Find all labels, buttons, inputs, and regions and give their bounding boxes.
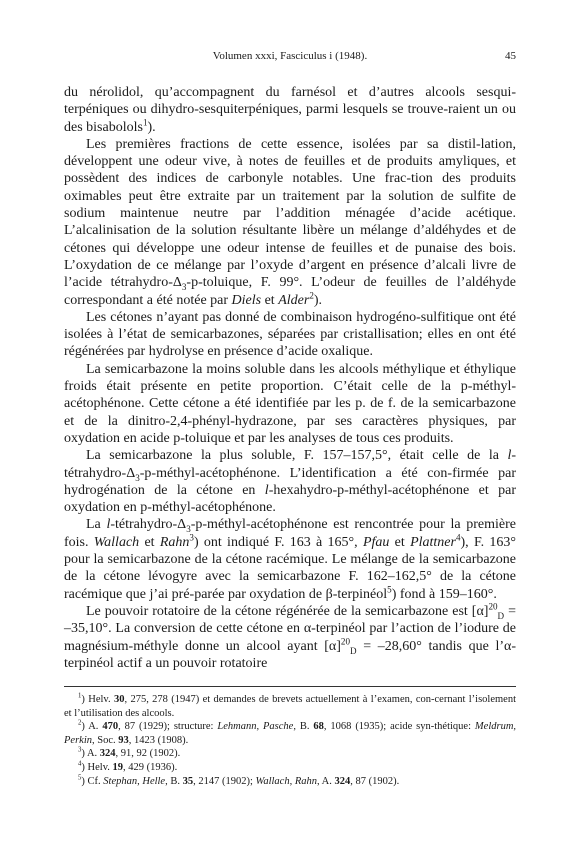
- footnote: $^5$) Cf. Stephan, Helle, B. 35, 2147 (1902); Wallach, Rahn, A. 324, 87 (1902).: [78, 774, 400, 787]
- body-paragraph: La semicarbazone la moins soluble dans les alcools méthylique et éthylique froids était présente en petite proportion. C’était celle de la p-méthyl-acétophénone. Cette cétone a été identifiée par les p. de f. de la semicarbazone et de la dinitro-2,4-phényl-hydrazone, par ses caractères physiques, par oxydation en acide p-toluique et par les analyses de tous ces produits.: [64, 361, 516, 446]
- footnote: $^2$) A. 470, 87 (1929); structure: Lehmann, Pasche, B. 68, 1068 (1935); acide syn-thétique: Meldrum, Perkin, Soc. 93, 1423 (1908).: [64, 719, 517, 746]
- journal-page: [64, 50, 516, 788]
- body-paragraph: du nérolidol, qu’accompagnent du farnésol et d’autres alcools sesqui-terpéniques ou dihydro-sesquiterpéniques, parmi lesquels se trouve-raient un ou des bisabolols$^1$).: [64, 85, 516, 135]
- body-paragraph: Les premières fractions de cette essence, isolées par sa distil-lation, développent une odeur vive, à notes de feuilles et de produits amyliques, et possèdent des indices de carbonyle notables. Une frac-tion des produits oximables peut être extraite par un traitement par la solution de sulfite de sodium maintenue neutre par l’addition ménagée d’acide acétique. L’alcalinisation de la solution résultante libère un mélange d’aldéhydes et de cétones qui développe une odeur intense de feuilles et de punaise des bois. L’oxydation de ce mélange par l’oxyde d’argent en présence d’alcali livre de l’acide tétrahydro-$\Delta_3-p$-toluique, F. 99°. L’odeur de feuilles de l’aldéhyde correspondant a été notée par Diels et Alder$^2$).: [64, 136, 517, 308]
- body-paragraph: Les cétones n’ayant pas donné de combinaison hydrogéno-sulfitique ont été isolées à l’état de semicarbazones, séparées par cristallisation; elles en ont été régénérées par hydrolyse en présence d’acide oxalique.: [64, 309, 516, 360]
- footnotes-section: [64, 686, 516, 788]
- footnote: $^3$) A. 324, 91, 92 (1902).: [78, 746, 181, 760]
- footnote: $^1$) Helv. 30, 275, 278 (1947) et demandes de brevets actuellement à l’examen, con-cernant l’isolement et l’utilisation des alcools.: [64, 692, 516, 719]
- running-header: [64, 50, 516, 66]
- footnote: $^4$) Helv. 19, 429 (1936).: [78, 760, 178, 774]
- body-paragraph: La semicarbazone la plus soluble, F. 157–157,5°, était celle de la $l-tétrahydro-\Delta_3-p-méthyl$-acétophénone. L’identification a été con-firmée par hydrogénation de la cétone en l-hexahydro-p-méthyl-acétophénone et par oxydation en p-méthyl-acétophénone.: [64, 448, 516, 516]
- page-number: 45: [505, 50, 516, 62]
- body-text: [64, 84, 516, 672]
- body-paragraph: Le pouvoir rotatoire de la cétone régénérée de la semicarbazone est $[\alpha]^{20}_D = -35,10^\circ$. La conversion de cette cétone en α-terpinéol par l’action de l’iodure de magnésium-méthyle donne un alcool ayant $[\alpha]^{20}_D = -28,60^\circ$ tandis que l’α-terpinéol actif a un pouvoir rotatoire: [64, 601, 517, 671]
- running-header-title: Volumen xxxi, Fasciculus i (1948).: [212, 50, 368, 62]
- body-paragraph: La $l-tétrahydro-\Delta_3-p-méthyl$-acétophénone est rencontrée pour la première fois. Wallach et Rahn$^3$) ont indiqué F. 163 à 165°, Pfau et Plattner$^4$), F. 163° pour la semicarbazone de la cétone racémique. Le mélange de la semicarbazone de la cétone lévogyre avec la semicarbazone F. 162–162,5° de la cétone racémique que j’ai pré-parée par oxydation de β-terpinéol$^5$) fond à 159–160°.: [64, 517, 517, 602]
